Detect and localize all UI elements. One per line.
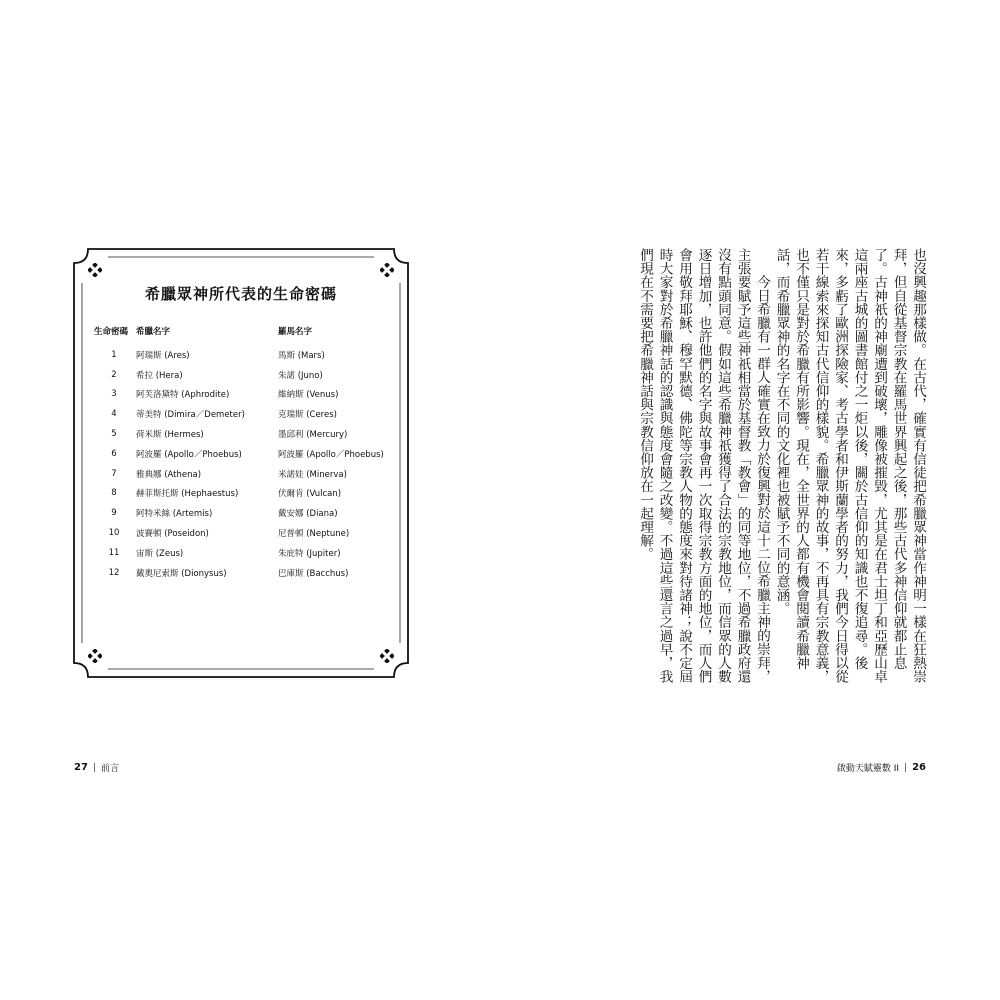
table-row [94, 503, 394, 523]
diamond-ornament-icon [88, 263, 102, 277]
roman-name: 巴庫斯 (Bacchus) [278, 568, 349, 579]
greek-name: 赫菲斯托斯 (Hephaestus) [136, 489, 239, 500]
greek-name: 雅典娜 (Athena) [136, 469, 202, 480]
row-number: 5 [111, 429, 117, 440]
row-number: 8 [111, 488, 117, 499]
table-row [94, 523, 394, 543]
section-title: 前言 [100, 764, 119, 774]
roman-name: 維納斯 (Venus) [278, 390, 339, 401]
row-number: 9 [111, 508, 117, 519]
roman-name: 墨邱利 (Mercury) [278, 430, 348, 441]
table-header-row [94, 323, 394, 339]
page-number-right: 26 [912, 762, 926, 773]
roman-name: 馬斯 (Mars) [278, 350, 325, 361]
row-number: 3 [111, 389, 117, 400]
roman-name: 阿波羅 (Apollo／Phoebus) [278, 449, 384, 460]
greek-name: 荷米斯 (Hermes) [136, 430, 204, 441]
table-row [94, 385, 394, 405]
row-number: 11 [108, 547, 120, 558]
greek-name: 阿瑞斯 (Ares) [136, 350, 190, 361]
roman-name: 伏爾肯 (Vulcan) [278, 489, 342, 500]
roman-name: 克瑞斯 (Ceres) [278, 410, 337, 421]
table-row [94, 563, 394, 583]
roman-name: 米諾娃 (Minerva) [278, 469, 347, 480]
life-code-table [94, 323, 394, 583]
paragraph: 今日希臘有一群人確實在致力於復興對於這十二位希臘主神的崇拜，主張要賦予這些神祇相當於基督教「教會」的同等地位，不過希臘政府還沒有點頭同意。假如這些希臘神祇獲得了合法的宗教地位，而信眾的人數逐日增加，也許他們的名字與故事會再一次取得宗教方面的地位，而人們會用敬拜耶穌、穆罕默德、佛陀等宗教人物的態度來對待諸神；說不定屆時大家對於希臘神話的認識與態度會隨之改變。不過這些還言之過早，我們現在不需要把希臘神話與宗教信仰放在一起理解。 [637, 248, 770, 684]
row-number: 4 [111, 409, 117, 420]
greek-name: 希拉 (Hera) [136, 370, 183, 381]
footer-separator: | [904, 762, 908, 773]
roman-name: 戴安娜 (Diana) [278, 509, 338, 520]
diamond-ornament-icon [380, 263, 394, 277]
row-number: 6 [111, 448, 117, 459]
roman-name: 朱庇特 (Jupiter) [278, 548, 341, 559]
header-number: 生命密碼 [94, 327, 129, 337]
table-frame [74, 249, 408, 677]
right-footer [837, 761, 926, 774]
table-row [94, 345, 394, 365]
table-row [94, 543, 394, 563]
table-row [94, 404, 394, 424]
row-number: 10 [108, 528, 120, 539]
greek-name: 戴奧尼索斯 (Dionysus) [136, 568, 227, 579]
table-row [94, 424, 394, 444]
row-number: 2 [111, 369, 117, 380]
left-footer [74, 761, 119, 774]
header-roman: 羅馬名字 [278, 327, 313, 337]
table-title: 希臘眾神所代表的生命密碼 [144, 285, 337, 303]
page-number-left: 27 [74, 762, 88, 773]
table-row [94, 464, 394, 484]
diamond-ornament-icon [88, 649, 102, 663]
footer-separator: | [92, 762, 96, 773]
greek-name: 蒂美特 (Dimira／Demeter) [136, 410, 245, 421]
row-number: 1 [111, 349, 117, 360]
header-greek: 希臘名字 [136, 327, 171, 337]
diamond-ornament-icon [380, 649, 394, 663]
table-row [94, 484, 394, 504]
roman-name: 尼普頓 (Neptune) [278, 529, 350, 540]
greek-name: 宙斯 (Zeus) [136, 548, 184, 559]
greek-name: 阿芙洛黛特 (Aphrodite) [136, 390, 230, 401]
greek-name: 阿波羅 (Apollo／Phoebus) [136, 449, 242, 460]
greek-name: 阿特米絲 (Artemis) [136, 509, 213, 520]
table-row [94, 444, 394, 464]
paragraph-continued: 也沒興趣那樣做。在古代，確實有信徒把希臘眾神當作神明一樣在狂熱崇拜，但自從基督宗教在羅馬世界興起之後，那些古代多神信仰就都止息了。古神祇的神廟遭到破壞，雕像被摧毀，尤其是在君士坦丁和亞歷山卓這兩座古城的圖書館付之一炬以後，關於古信仰的知識也不復追尋。後來，多虧了歐洲探險家、考古學者和伊斯蘭學者的努力，我們今日得以從若干線索來探知古代信仰的樣貌。希臘眾神的故事，不再具有宗教意義，也不僅只是對於希臘有所影響。現在，全世界的人都有機會閱讀希臘神話，而希臘眾神的名字在不同的文化裡也被賦予不同的意涵。 [773, 248, 926, 684]
table-row [94, 365, 394, 385]
greek-name: 波賽頓 (Poseidon) [136, 529, 209, 540]
body-text [622, 248, 927, 688]
table-body [94, 345, 394, 583]
roman-name: 朱諾 (Juno) [278, 370, 323, 381]
row-number: 12 [108, 567, 120, 578]
book-title: 啟動天賦靈數 II [836, 764, 900, 774]
row-number: 7 [111, 468, 117, 479]
